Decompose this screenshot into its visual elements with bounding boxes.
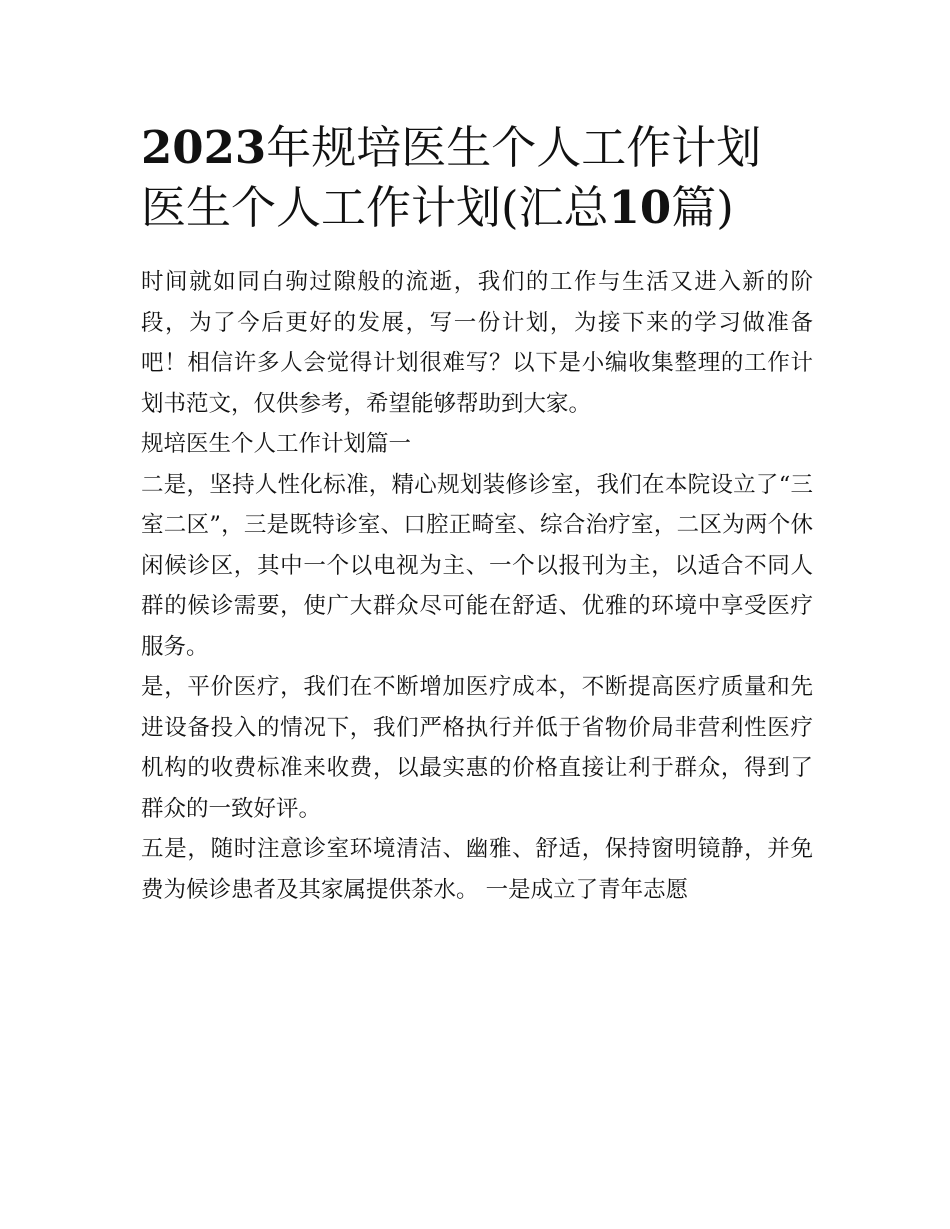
title-line-1-text: 年规培医生个人工作计划 [266,121,762,174]
title-year: 2023 [141,121,267,174]
body-paragraph: 二是，坚持人性化标准，精心规划装修诊室，我们在本院设立了“三室二区”，三是既特诊室、口腔正畸室、综合治疗室，二区为两个休闲候诊区，其中一个以电视为主、一个以报刊为主，以适合不同人群的候诊需要，使广大群众尽可能在舒适、优雅的环境中享受医疗服务。 [141,471,813,660]
title-line-1 [141,118,813,178]
body-paragraph: 五是，随时注意诊室环境清洁、幽雅、舒适，保持窗明镜静，并免费为候诊患者及其家属提供茶水。 一是成立了青年志愿 [141,836,813,903]
intro-paragraph: 时间就如同白驹过隙般的流逝，我们的工作与生活又进入新的阶段，为了今后更好的发展，写一份计划，为接下来的学习做准备吧！相信许多人会觉得计划很难写？以下是小编收集整理的工作计划书范文，仅供参考，希望能够帮助到大家。 [141,269,813,417]
title-count: 10 [608,181,672,234]
body-paragraph: 是，平价医疗，我们在不断增加医疗成本，不断提高医疗质量和先进设备投入的情况下，我们严格执行并低于省物价局非营利性医疗机构的收费标准来收费，以最实惠的价格直接让利于群众，得到了群众的一致好评。 [141,674,813,822]
document-title [141,118,813,238]
section-heading: 规培医生个人工作计划篇一 [141,431,412,457]
title-line-2 [141,178,813,238]
title-line-2-text-b: 篇) [671,181,734,234]
document-body [141,118,813,910]
title-line-2-text-a: 医生个人工作计划(汇总 [141,181,609,234]
